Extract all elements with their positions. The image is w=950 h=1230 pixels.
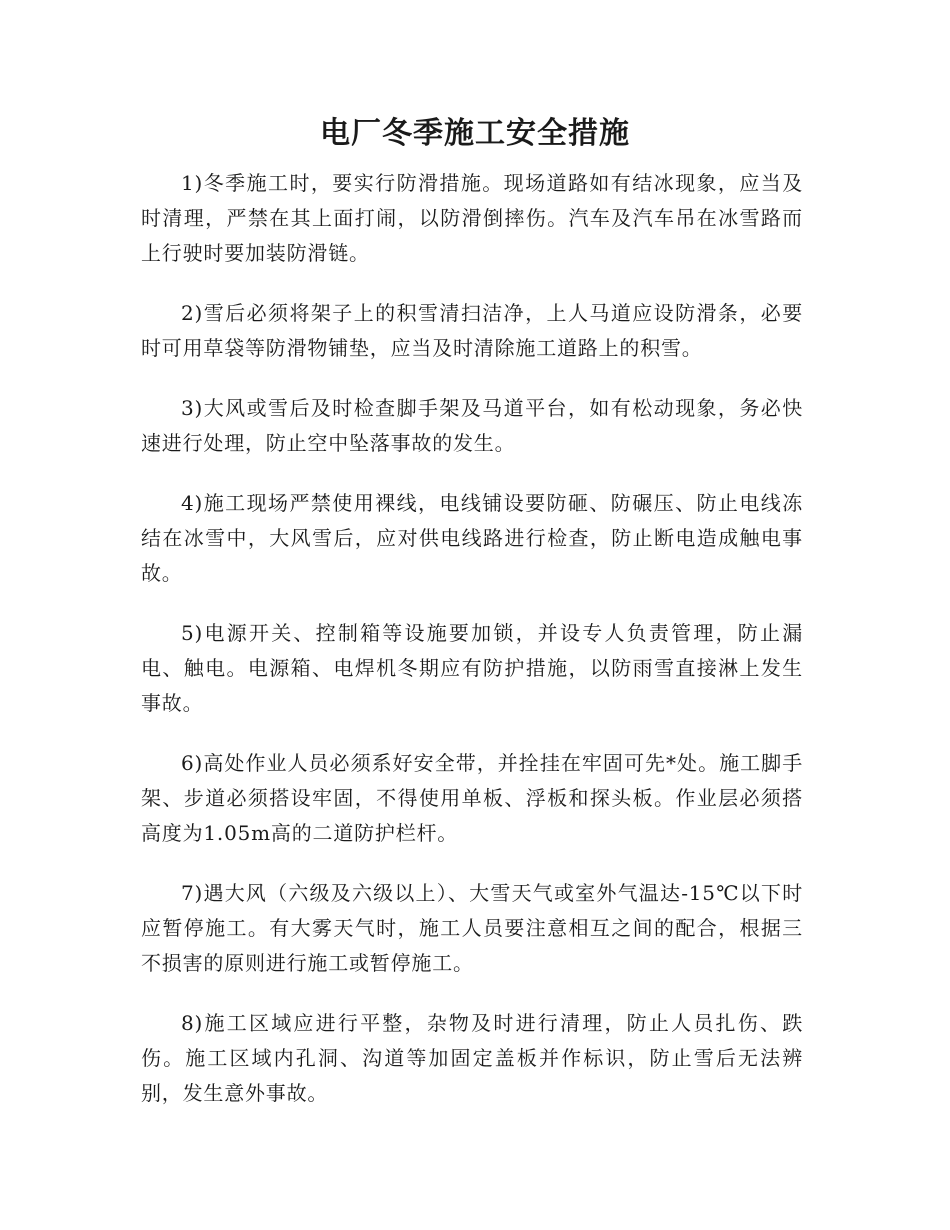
document-body	[141, 166, 803, 1136]
paragraph-7: 7)遇大风（六级及六级以上）、大雪天气或室外气温达-15℃以下时应暂停施工。有大雾天气时，施工人员要注意相互之间的配合，根据三不损害的原则进行施工或暂停施工。	[141, 881, 803, 975]
document-title: 电厂冬季施工安全措施	[320, 116, 630, 151]
paragraph-8: 8)施工区域应进行平整，杂物及时进行清理，防止人员扎伤、跌伤。施工区域内孔洞、沟道等加固定盖板并作标识，防止雪后无法辨别，发生意外事故。	[141, 1011, 803, 1105]
paragraph-3: 3)大风或雪后及时检查脚手架及马道平台，如有松动现象，务必快速进行处理，防止空中坠落事故的发生。	[141, 396, 803, 455]
paragraph-4: 4)施工现场严禁使用裸线，电线铺设要防砸、防碾压、防止电线冻结在冰雪中，大风雪后，应对供电线路进行检查，防止断电造成触电事故。	[141, 491, 803, 585]
paragraph-2: 2)雪后必须将架子上的积雪清扫洁净，上人马道应设防滑条，必要时可用草袋等防滑物铺垫，应当及时清除施工道路上的积雪。	[141, 301, 803, 360]
paragraph-1: 1)冬季施工时，要实行防滑措施。现场道路如有结冰现象，应当及时清理，严禁在其上面打闹，以防滑倒摔伤。汽车及汽车吊在冰雪路而上行驶时要加装防滑链。	[141, 171, 803, 265]
paragraph-5: 5)电源开关、控制箱等设施要加锁，并设专人负责管理，防止漏电、触电。电源箱、电焊机冬期应有防护措施，以防雨雪直接淋上发生事故。	[141, 621, 803, 715]
paragraph-6: 6)高处作业人员必须系好安全带，并拴挂在牢固可先*处。施工脚手架、步道必须搭设牢固，不得使用单板、浮板和探头板。作业层必须搭高度为1.05m高的二道防护栏杆。	[141, 751, 803, 845]
